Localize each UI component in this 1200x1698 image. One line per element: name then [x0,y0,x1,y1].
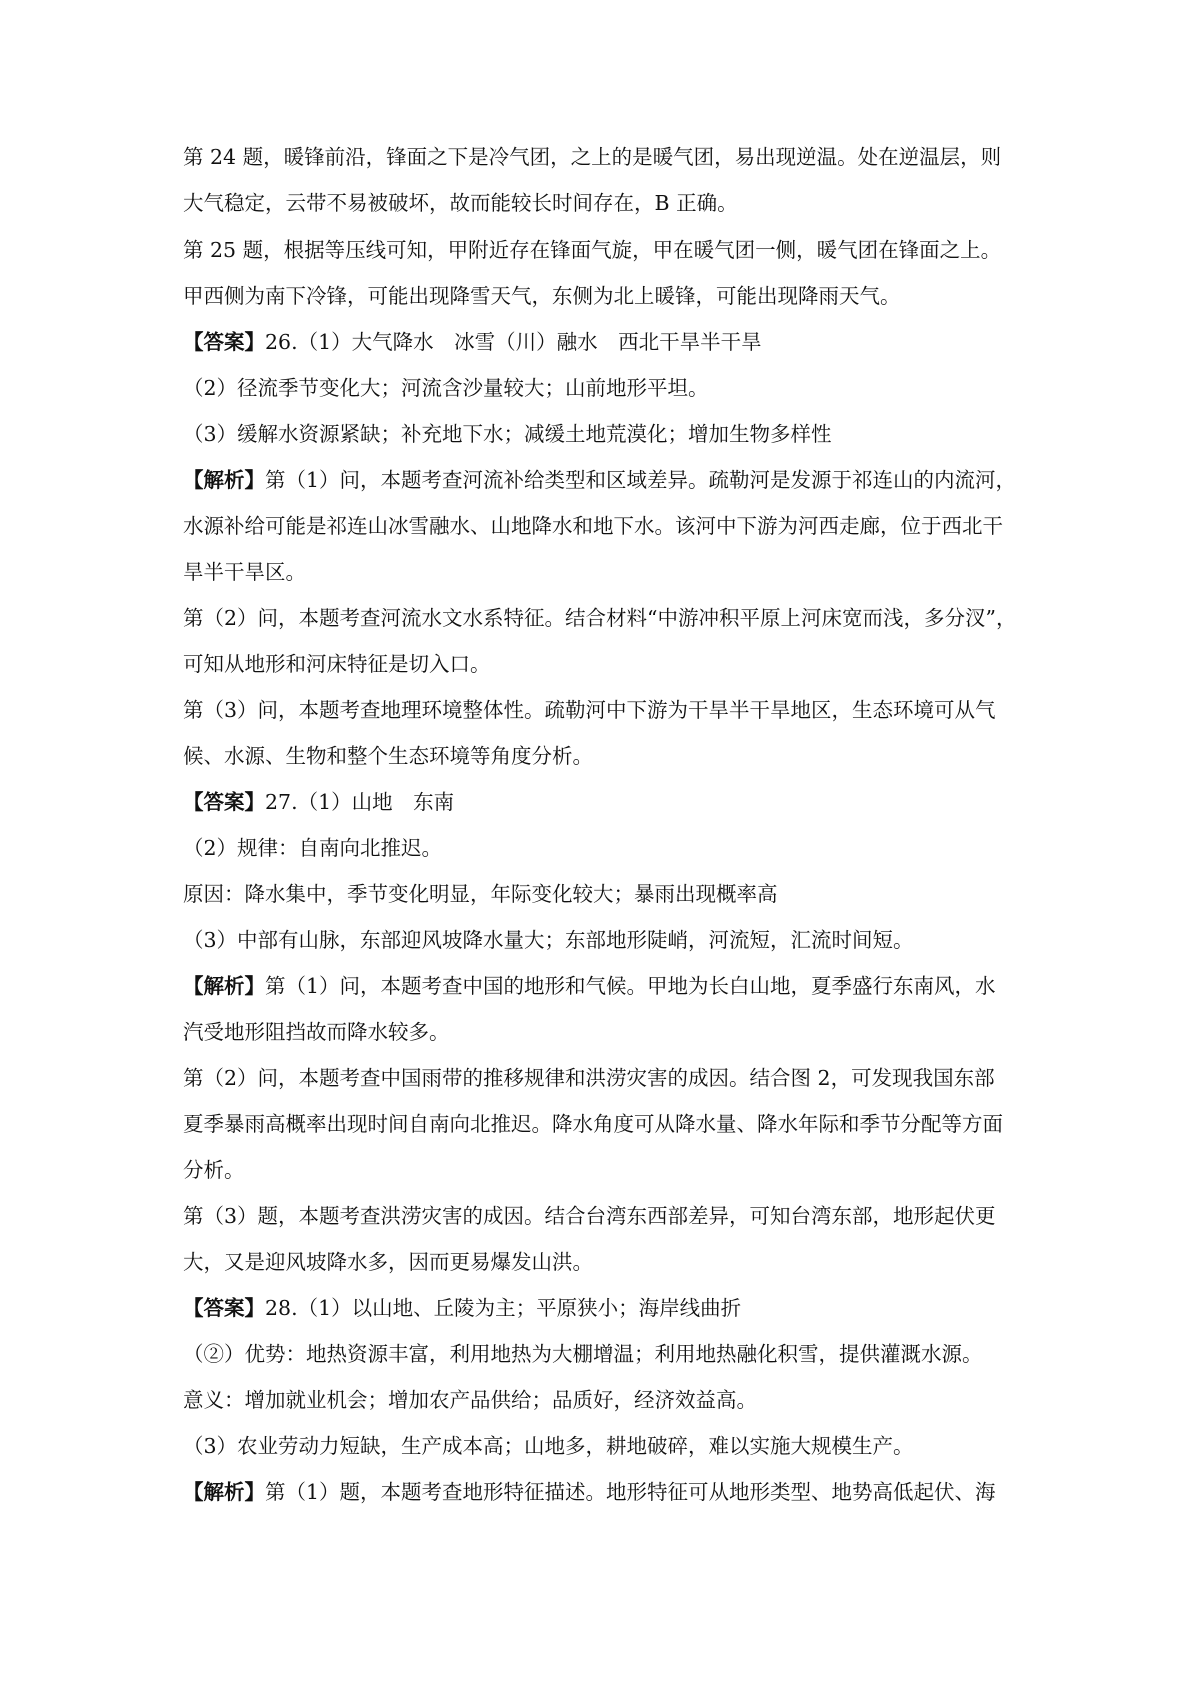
text-line: （3）农业劳动力短缺，生产成本高；山地多，耕地破碎，难以实施大规模生产。 [183,1434,914,1458]
text-line: 可知从地形和河床特征是切入口。 [183,652,491,676]
text-line: 汽受地形阻挡故而降水较多。 [183,1020,450,1044]
analysis-tag: 【解析】 [183,468,265,492]
analysis-text: 第（1）题，本题考查地形特征描述。地形特征可从地形类型、地势高低起伏、海 [265,1480,996,1504]
text-line: 第（2）问，本题考查中国雨带的推移规律和洪涝灾害的成因。结合图 2，可发现我国东部 [183,1066,995,1090]
text-line: 甲西侧为南下冷锋，可能出现降雪天气，东侧为北上暖锋，可能出现降雨天气。 [183,284,901,308]
text-line: 原因：降水集中，季节变化明显，年际变化较大；暴雨出现概率高 [183,882,778,906]
analysis-27-line [183,972,1043,1000]
answer-text: 28.（1）以山地、丘陵为主；平原狭小；海岸线曲折 [265,1296,742,1320]
answer-tag: 【答案】 [183,790,265,814]
answer-tag: 【答案】 [183,330,265,354]
text-line: 意义：增加就业机会；增加农产品供给；品质好，经济效益高。 [183,1388,757,1412]
text-line: （3）中部有山脉，东部迎风坡降水量大；东部地形陡峭，河流短，汇流时间短。 [183,928,914,952]
answer-27-line [183,788,1043,816]
text-line: 分析。 [183,1158,245,1182]
analysis-text: 第（1）问，本题考查中国的地形和气候。甲地为长白山地，夏季盛行东南风，水 [265,974,996,998]
text-line: 第（3）题，本题考查洪涝灾害的成因。结合台湾东西部差异，可知台湾东部，地形起伏更 [183,1204,996,1228]
text-line: （2）径流季节变化大；河流含沙量较大；山前地形平坦。 [183,376,709,400]
analysis-tag: 【解析】 [183,974,265,998]
text-line: （2）规律：自南向北推迟。 [183,836,443,860]
text-line: 第 25 题，根据等压线可知，甲附近存在锋面气旋，甲在暖气团一侧，暖气团在锋面之上。 [183,238,1002,262]
analysis-28-line [183,1478,1043,1506]
text-line: 水源补给可能是祁连山冰雪融水、山地降水和地下水。该河中下游为河西走廊，位于西北干 [183,514,1003,538]
answer-tag: 【答案】 [183,1296,265,1320]
text-line: 第 24 题，暖锋前沿，锋面之下是冷气团，之上的是暖气团，易出现逆温。处在逆温层，则 [183,145,1002,169]
answer-text: 27.（1）山地 东南 [265,790,455,814]
answer-26-line [183,328,1043,356]
text-line: 候、水源、生物和整个生态环境等角度分析。 [183,744,593,768]
analysis-text: 第（1）问，本题考查河流补给类型和区域差异。疏勒河是发源于祁连山的内流河， [265,468,1017,492]
text-line: 旱半干旱区。 [183,560,306,584]
text-line: 第（3）问，本题考查地理环境整体性。疏勒河中下游为干旱半干旱地区，生态环境可从气 [183,698,996,722]
text-line: （②）优势：地热资源丰富，利用地热为大棚增温；利用地热融化积雪，提供灌溉水源。 [183,1342,983,1366]
text-line: 大气稳定，云带不易被破坏，故而能较长时间存在，B 正确。 [183,191,738,215]
analysis-tag: 【解析】 [183,1480,265,1504]
text-line: （3）缓解水资源紧缺；补充地下水；减缓土地荒漠化；增加生物多样性 [183,422,832,446]
text-line: 大，又是迎风坡降水多，因而更易爆发山洪。 [183,1250,593,1274]
answer-text: 26.（1）大气降水 冰雪（川）融水 西北干旱半干旱 [265,330,762,354]
text-line: 夏季暴雨高概率出现时间自南向北推迟。降水角度可从降水量、降水年际和季节分配等方面 [183,1112,1003,1136]
analysis-26-line [183,466,1043,494]
text-line: 第（2）问，本题考查河流水文水系特征。结合材料“中游冲积平原上河床宽而浅，多分汊”， [183,606,1017,630]
answer-28-line [183,1294,1043,1322]
